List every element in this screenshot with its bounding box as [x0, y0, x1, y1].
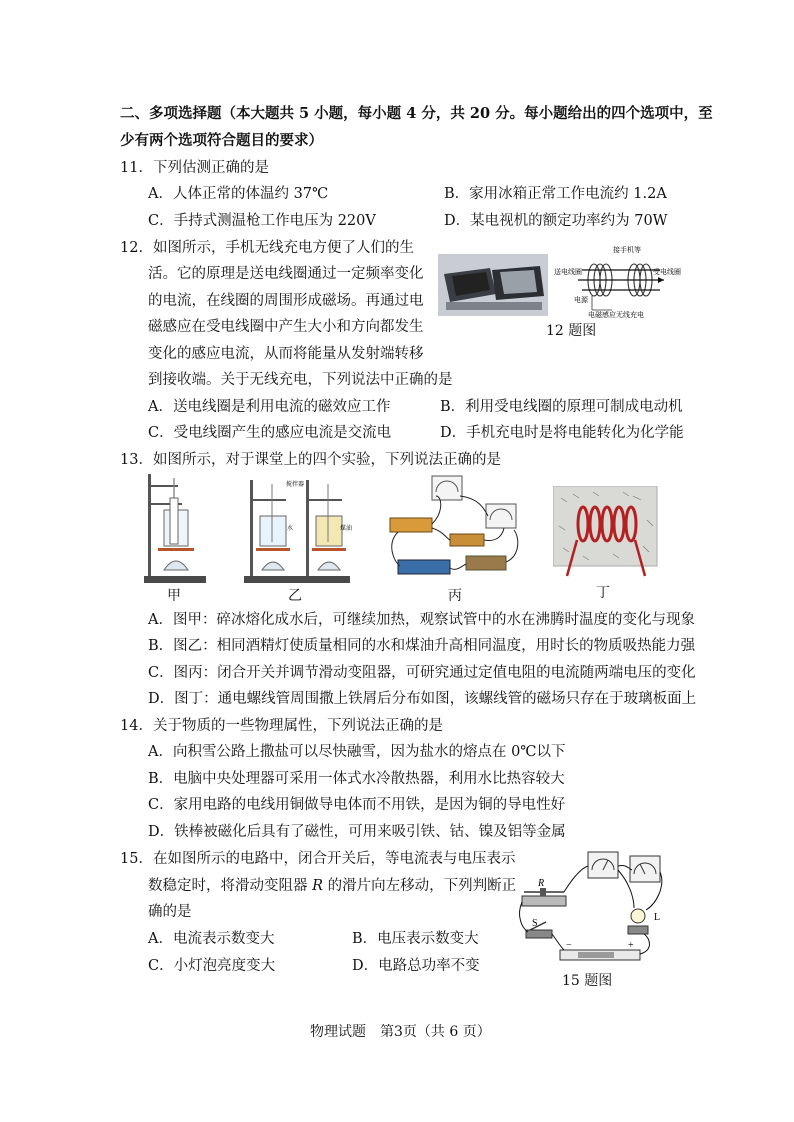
coil-diagram: [552, 244, 690, 320]
q12-line4: 磁感应在受电线圈中产生大小和方向都发生: [148, 319, 424, 335]
q12-option-d: D．手机充电时是将电能转化为化学能: [440, 425, 684, 441]
q12-option-a: A．送电线圈是利用电流的磁效应工作: [148, 399, 391, 415]
section-heading-line1: 二、多项选择题（本大题共 5 小题，每小题 4 分，共 20 分。每小题给出的四个选项中，至: [120, 105, 713, 122]
q11-option-a: A．人体正常的体温约 37℃: [148, 186, 329, 202]
q15-line2-end: 的滑片向左移动，下列判断正: [323, 878, 517, 894]
q15-option-d: D．电路总功率不变: [352, 958, 480, 974]
q15-line2: [148, 876, 516, 896]
q15-line1: 15．在如图所示的电路中，闭合开关后，等电流表与电压表示: [120, 851, 516, 867]
q14-option-a: A．向积雪公路上撒盐可以尽快融雪，因为盐水的熔点在 0℃以下: [148, 744, 566, 760]
section-heading-line2: 少有两个选项符合题目的要求）: [120, 132, 323, 149]
q13-option-d: D．图丁：通电螺线管周围撒上铁屑后分布如图，该螺线管的磁场只存在于玻璃板面上: [148, 691, 697, 707]
q12-line5: 变化的感应电流，从而将能量从发射端转移: [148, 346, 424, 362]
fig-ding-solenoid: [553, 486, 659, 578]
q12-option-c: C．受电线圈产生的感应电流是交流电: [148, 425, 392, 441]
q15-circuit-photo: [516, 846, 676, 970]
q13-stem: 13．如图所示，对于课堂上的四个实验，下列说法正确的是: [120, 452, 501, 468]
stir-label: 搅拌器: [286, 482, 305, 488]
q15-figure-caption: 15 题图: [562, 973, 613, 989]
q15-fig-minus-label: −: [566, 940, 572, 951]
q15-fig-r-label: R: [538, 878, 545, 889]
q15-line3: 确的是: [148, 904, 192, 920]
coil-source-label: 电源: [574, 297, 588, 304]
fig-label-ding: 丁: [596, 585, 610, 601]
coil-send-label: 送电线圈: [554, 269, 582, 276]
q11-option-d: D．某电视机的额定功率约为 70W: [444, 213, 668, 229]
q14-option-c: C．家用电路的电线用铜做导电体而不用铁，是因为铜的导电性好: [148, 797, 566, 813]
q14-option-b: B．电脑中央处理器可采用一体式水冷散热器，利用水比热容较大: [148, 771, 565, 787]
page-footer: 物理试题 第3页（共 6 页）: [310, 1024, 491, 1040]
q11-option-b: B．家用冰箱正常工作电流约 1.2A: [444, 186, 667, 202]
q13-option-c: C．图丙：闭合开关并调节滑动变阻器，可研究通过定值电阻的电流随两端电压的变化: [148, 665, 696, 681]
q15-variable-r: R: [312, 878, 324, 894]
q12-line3: 的电流，在线圈的周围形成磁场。再通过电: [148, 293, 424, 309]
q15-option-a: A．电流表示数变大: [148, 931, 275, 947]
q14-stem: 14．关于物质的一些物理属性，下列说法正确的是: [120, 718, 443, 734]
q13-option-a: A．图甲：碎冰熔化成水后，可继续加热，观察试管中的水在沸腾时温度的变化与现象: [148, 612, 695, 628]
q15-fig-s-label: S: [532, 918, 538, 929]
q12-line2: 活。它的原理是送电线圈通过一定频率变化: [148, 266, 424, 282]
coil-recv-label: 受电线圈: [653, 269, 681, 276]
q11-option-c: C．手持式测温枪工作电压为 220V: [148, 213, 376, 229]
coil-phone-label: 接手机等: [613, 247, 641, 254]
q15-fig-l-label: L: [654, 912, 661, 923]
coil-bottom-label: 电磁感应无线充电: [588, 312, 644, 319]
q14-option-d: D．铁棒被磁化后具有了磁性，可用来吸引铁、钴、镍及铝等金属: [148, 824, 566, 840]
q15-option-c: C．小灯泡亮度变大: [148, 958, 276, 974]
q12-line6: 到接收端。关于无线充电，下列说法中正确的是: [148, 372, 453, 388]
oil-label: 煤油: [340, 526, 352, 532]
water-label: 水: [287, 526, 294, 532]
q15-fig-plus-label: +: [628, 940, 634, 951]
fig-label-jia: 甲: [167, 588, 181, 604]
fig-label-bing: 丙: [448, 588, 462, 604]
q11-stem: 11．下列估测正确的是: [120, 160, 269, 176]
q12-option-b: B．利用受电线圈的原理可制成电动机: [440, 399, 683, 415]
fig-bing-circuit: [384, 472, 526, 584]
q12-figure-caption: 12 题图: [546, 323, 597, 339]
fig-jia-ice-melting: [138, 474, 208, 586]
fig-label-yi: 乙: [288, 588, 302, 604]
q15-option-b: B．电压表示数变大: [352, 931, 479, 947]
wireless-charger-photo: [438, 254, 548, 316]
q15-line2-start: 数稳定时，将滑动变阻器: [148, 878, 313, 894]
fig-yi-heating-compare: [240, 478, 352, 586]
q13-option-b: B．图乙：相同酒精灯使质量相同的水和煤油升高相同温度，用时长的物质吸热能力强: [148, 638, 696, 654]
q12-line1: 12．如图所示，手机无线充电方便了人们的生: [120, 240, 414, 256]
